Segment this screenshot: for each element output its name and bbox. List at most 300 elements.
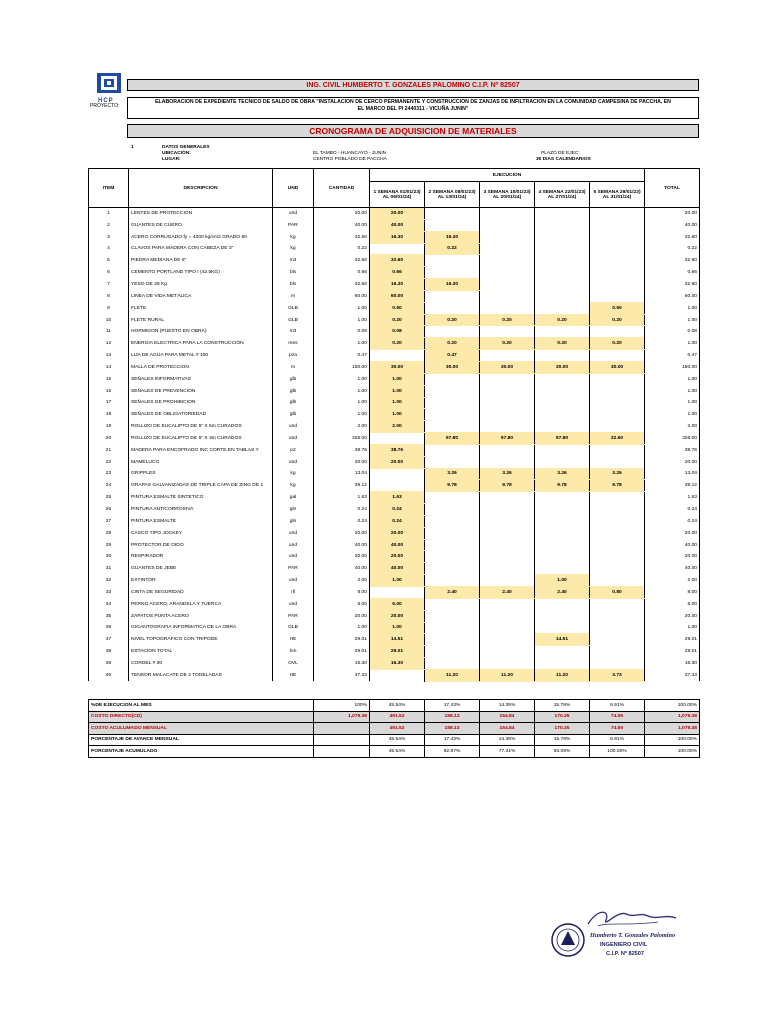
row-und: und: [273, 456, 314, 468]
row-und: GLB: [273, 622, 314, 634]
row-week-4: [535, 456, 590, 468]
row-week-2: 16.30: [425, 231, 480, 243]
ejecucion-value: 14.35%: [480, 700, 535, 712]
row-week-2: [425, 646, 480, 658]
row-week-2: [425, 527, 480, 539]
row-week-1: 20.00: [370, 551, 425, 563]
row-cantidad: 1.00: [314, 385, 370, 397]
ejecucion-label: %DE EJECUCION AL MES: [89, 700, 314, 712]
row-und: rll: [273, 587, 314, 599]
row-week-1: 30.00: [370, 361, 425, 373]
row-week-5: [590, 290, 645, 302]
ejecucion-cantidad: 100%: [314, 700, 370, 712]
row-descripcion: SEÑALES DE OBLIGATORIEDAD: [129, 409, 273, 421]
row-cantidad: 40.00: [314, 563, 370, 575]
row-week-4: [535, 610, 590, 622]
table-row: [89, 658, 700, 670]
lugar-value: CENTRO POBLADO DE PACCHA: [313, 157, 387, 162]
row-item: 22: [89, 456, 129, 468]
row-week-1: 20.00: [370, 610, 425, 622]
row-week-4: 0.20: [535, 338, 590, 350]
row-week-5: [590, 444, 645, 456]
row-cantidad: 1.00: [314, 314, 370, 326]
col-cantidad: CANTIDAD: [314, 169, 370, 208]
row-week-2: [425, 575, 480, 587]
avance-value: 14.35%: [480, 734, 535, 746]
row-descripcion: GRIPPLES: [129, 468, 273, 480]
row-descripcion: MAMELUCO: [129, 456, 273, 468]
row-total: 1.00: [645, 302, 700, 314]
row-week-1: 0.20: [370, 314, 425, 326]
col-ejecucion: EJECUCION: [370, 169, 645, 182]
row-descripcion: HORMIGON (PUESTO EN OBRA): [129, 326, 273, 338]
row-week-1: 38.76: [370, 444, 425, 456]
row-week-2: [425, 373, 480, 385]
row-week-5: [590, 385, 645, 397]
row-week-4: [535, 409, 590, 421]
row-week-5: [590, 551, 645, 563]
row-cantidad: 32.60: [314, 231, 370, 243]
row-week-1: [370, 468, 425, 480]
row-und: kg: [273, 231, 314, 243]
row-week-2: [425, 397, 480, 409]
table-row: [89, 361, 700, 373]
row-week-3: 11.20: [480, 669, 535, 681]
row-total: 32.60: [645, 255, 700, 267]
row-week-5: 32.60: [590, 433, 645, 445]
row-descripcion: LENTES DE PROTECCION: [129, 208, 273, 220]
row-total: 8.00: [645, 587, 700, 599]
row-item: 21: [89, 444, 129, 456]
row-week-3: [480, 373, 535, 385]
costo-acumulado-value: 74.55: [590, 723, 645, 735]
row-week-1: 1.00: [370, 397, 425, 409]
row-item: 18: [89, 409, 129, 421]
row-cantidad: 60.00: [314, 290, 370, 302]
table-row: [89, 480, 700, 492]
table-row: [89, 551, 700, 563]
row-item: 5: [89, 255, 129, 267]
row-week-1: [370, 243, 425, 255]
row-week-5: 30.00: [590, 361, 645, 373]
row-week-2: [425, 563, 480, 575]
row-week-5: [590, 243, 645, 255]
row-item: 27: [89, 515, 129, 527]
row-und: kg: [273, 480, 314, 492]
table-row: [89, 290, 700, 302]
row-week-5: [590, 397, 645, 409]
row-descripcion: PINTURA ANTICORROSIVA: [129, 504, 273, 516]
ejecucion-value: 6.91%: [590, 700, 645, 712]
row-week-3: [480, 563, 535, 575]
avance-label: PORCENTAJE DE AVANCE MENSUAL: [89, 734, 314, 746]
row-cantidad: 150.00: [314, 361, 370, 373]
row-week-5: [590, 634, 645, 646]
row-und: und: [273, 551, 314, 563]
row-week-5: [590, 456, 645, 468]
summary-acumulado-cost-row: [89, 723, 700, 735]
row-descripcion: GUANTES DE CUERO: [129, 219, 273, 231]
row-week-3: [480, 350, 535, 362]
row-item: 32: [89, 575, 129, 587]
row-week-1: [370, 480, 425, 492]
row-week-3: 3.26: [480, 468, 535, 480]
row-und: p2: [273, 444, 314, 456]
avance-value: 17.43%: [425, 734, 480, 746]
stamp-name: Humberto T. Gonzales Palomino: [590, 932, 676, 939]
row-total: 20.00: [645, 208, 700, 220]
row-descripcion: SEÑALES INFORMATIVAS: [129, 373, 273, 385]
table-row: [89, 231, 700, 243]
row-week-3: [480, 302, 535, 314]
costo-acumulado-total: 1,079.38: [645, 723, 700, 735]
table-row: [89, 243, 700, 255]
table-row: [89, 598, 700, 610]
col-week-4: 4 SEMANA 22/01/23) AL 27/01/24): [535, 182, 590, 208]
row-week-4: 11.20: [535, 669, 590, 681]
row-week-5: 3.73: [590, 669, 645, 681]
table-row: [89, 433, 700, 445]
row-cantidad: 8.00: [314, 587, 370, 599]
row-week-3: [480, 279, 535, 291]
row-week-1: 14.51: [370, 634, 425, 646]
row-week-1: 20.00: [370, 456, 425, 468]
summary-avance-row: [89, 734, 700, 746]
col-item: ITEM: [89, 169, 129, 208]
row-week-4: 3.26: [535, 468, 590, 480]
row-item: 35: [89, 610, 129, 622]
row-und: PAR: [273, 219, 314, 231]
project-description: [127, 97, 699, 119]
row-week-4: [535, 563, 590, 575]
row-descripcion: EXTINTOR: [129, 575, 273, 587]
row-week-3: 9.78: [480, 480, 535, 492]
table-row: [89, 646, 700, 658]
ejecucion-value: 45.54%: [370, 700, 425, 712]
row-und: und: [273, 598, 314, 610]
row-cantidad: 0.66: [314, 267, 370, 279]
row-week-5: [590, 208, 645, 220]
row-week-1: 6.00: [370, 598, 425, 610]
row-und: PAR: [273, 610, 314, 622]
row-cantidad: 29.01: [314, 634, 370, 646]
row-total: 150.00: [645, 361, 700, 373]
row-total: 0.24: [645, 504, 700, 516]
row-week-5: [590, 255, 645, 267]
row-week-3: [480, 397, 535, 409]
row-week-3: [480, 243, 535, 255]
col-total: TOTAL: [645, 169, 700, 208]
row-week-3: [480, 267, 535, 279]
row-descripcion: ROLLIZO DE EUCALIPTO DE 5" X 5m CURADOS: [129, 421, 273, 433]
row-week-5: [590, 515, 645, 527]
row-week-3: [480, 551, 535, 563]
row-descripcion: ESTACION TOTAL: [129, 646, 273, 658]
row-week-1: 0.66: [370, 267, 425, 279]
lugar-label: LUGAR:: [162, 157, 181, 162]
row-und: m3: [273, 326, 314, 338]
row-week-4: [535, 385, 590, 397]
col-week-5: 5 SEMANA 29/01/23) AL 31/01/24): [590, 182, 645, 208]
row-week-5: 3.26: [590, 468, 645, 480]
ubicacion-value: EL TAMBO - HUANCAYO - JUNIN: [313, 151, 387, 156]
costo-acumulado-value: 188.13: [425, 723, 480, 735]
row-item: 15: [89, 373, 129, 385]
row-cantidad: 38.76: [314, 444, 370, 456]
row-week-2: 11.20: [425, 669, 480, 681]
row-und: bls: [273, 267, 314, 279]
porcentaje-acumulado-total: 100.00%: [645, 746, 700, 758]
row-descripcion: PIEDRA MEDIANA DE 6": [129, 255, 273, 267]
row-cantidad: 40.00: [314, 539, 370, 551]
porcentaje-acumulado-label: PORCENTAJE ACUMULADO: [89, 746, 314, 758]
row-descripcion: PERNO ACERO, ARANDELA Y TUERCA: [129, 598, 273, 610]
table-row: [89, 397, 700, 409]
row-descripcion: NIVEL TOPOGRAFICO CON TRIPODE: [129, 634, 273, 646]
row-und: gln: [273, 515, 314, 527]
row-item: 20: [89, 433, 129, 445]
row-item: 34: [89, 598, 129, 610]
row-week-2: 0.20: [425, 338, 480, 350]
row-item: 38: [89, 646, 129, 658]
row-week-4: [535, 527, 590, 539]
row-week-1: 20.00: [370, 527, 425, 539]
row-week-1: 1.63: [370, 492, 425, 504]
row-week-2: [425, 302, 480, 314]
row-week-5: [590, 658, 645, 670]
table-row: [89, 208, 700, 220]
row-cantidad: 20.00: [314, 551, 370, 563]
row-total: 29.01: [645, 634, 700, 646]
row-week-4: 14.51: [535, 634, 590, 646]
row-total: 1.00: [645, 385, 700, 397]
table-row: [89, 504, 700, 516]
row-descripcion: ROLLIZO DE EUCALIPTO DE 5" X 3m CURADOS: [129, 433, 273, 445]
row-cantidad: 0.22: [314, 243, 370, 255]
costo-acumulado-label: COSTO ACULUMADO MENSUAL: [89, 723, 314, 735]
costo-acumulado-value: 491.52: [370, 723, 425, 735]
costo-label: COSTO DIRECTO(CD): [89, 711, 314, 723]
row-cantidad: 0.24: [314, 515, 370, 527]
row-week-2: [425, 658, 480, 670]
row-item: 13: [89, 350, 129, 362]
ejecucion-value: 15.78%: [535, 700, 590, 712]
ubicacion-label: UBICACIÓN:: [162, 151, 191, 156]
row-descripcion: LIJA DE AGUA PARA METAL # 100: [129, 350, 273, 362]
row-week-3: [480, 208, 535, 220]
row-week-5: [590, 409, 645, 421]
table-row: [89, 302, 700, 314]
row-descripcion: CLAVOS PARA MADERA CON CABEZA DE 3": [129, 243, 273, 255]
row-week-3: [480, 409, 535, 421]
costo-value: 188.13: [425, 711, 480, 723]
row-descripcion: TENSOR MALACATE DE 2 TONELADAS: [129, 669, 273, 681]
col-week-2: 2 SEMANA 08/01/23) AL 13/01/24): [425, 182, 480, 208]
row-total: 29.01: [645, 646, 700, 658]
table-row: [89, 468, 700, 480]
logo-caption: HCP: [98, 98, 114, 104]
summary-costo-row: [89, 711, 700, 723]
row-und: und: [273, 421, 314, 433]
row-week-4: 97.80: [535, 433, 590, 445]
row-descripcion: MADERA PARA ENCOFRADO INC CORTE EN TABLAS Y: [129, 444, 273, 456]
row-week-5: [590, 575, 645, 587]
table-row: [89, 610, 700, 622]
row-week-4: [535, 646, 590, 658]
row-week-4: [535, 208, 590, 220]
row-week-4: [535, 658, 590, 670]
table-row: [89, 634, 700, 646]
porcentaje-acumulado-value: 45.54%: [370, 746, 425, 758]
row-total: 2.00: [645, 421, 700, 433]
table-row: [89, 279, 700, 291]
row-week-4: [535, 231, 590, 243]
row-item: 39: [89, 658, 129, 670]
row-total: 32.60: [645, 231, 700, 243]
row-week-5: [590, 421, 645, 433]
row-week-2: [425, 504, 480, 516]
row-week-4: 1.00: [535, 575, 590, 587]
row-week-5: [590, 350, 645, 362]
row-item: 31: [89, 563, 129, 575]
proyecto-label: PROYECTO:: [90, 103, 120, 109]
row-cantidad: 1.63: [314, 492, 370, 504]
avance-value: 45.54%: [370, 734, 425, 746]
row-week-1: 0.24: [370, 504, 425, 516]
row-week-4: [535, 492, 590, 504]
costo-value: 491.52: [370, 711, 425, 723]
summary-porcentaje-acumulado-row: [89, 746, 700, 758]
row-week-2: [425, 444, 480, 456]
row-descripcion: FLETE: [129, 302, 273, 314]
costo-acumulado-value: 170.35: [535, 723, 590, 735]
summary-ejecucion-row: [89, 700, 700, 712]
row-item: 26: [89, 504, 129, 516]
row-week-2: 3.26: [425, 468, 480, 480]
row-total: 0.47: [645, 350, 700, 362]
row-item: 17: [89, 397, 129, 409]
row-und: HE: [273, 634, 314, 646]
avance-total: 100.00%: [645, 734, 700, 746]
row-week-1: [370, 587, 425, 599]
row-week-3: [480, 598, 535, 610]
costo-total: 1,079.38: [645, 711, 700, 723]
row-total: 1.00: [645, 397, 700, 409]
row-week-3: [480, 610, 535, 622]
row-und: glb: [273, 397, 314, 409]
table-row: [89, 350, 700, 362]
row-descripcion: SEÑALES DE PREVENCION: [129, 385, 273, 397]
row-week-4: [535, 279, 590, 291]
table-row: [89, 539, 700, 551]
row-week-2: [425, 326, 480, 338]
table-row: [89, 622, 700, 634]
table-row: [89, 669, 700, 681]
row-week-3: 0.20: [480, 338, 535, 350]
row-week-3: [480, 231, 535, 243]
row-week-3: [480, 539, 535, 551]
row-week-4: [535, 444, 590, 456]
row-cantidad: 20.00: [314, 208, 370, 220]
row-descripcion: MALLA DE PROTECCION: [129, 361, 273, 373]
row-week-4: [535, 551, 590, 563]
row-und: glb: [273, 409, 314, 421]
row-item: 12: [89, 338, 129, 350]
row-und: PAR: [273, 563, 314, 575]
row-cantidad: 13.04: [314, 468, 370, 480]
row-descripcion: FLETE RURAL: [129, 314, 273, 326]
row-item: 36: [89, 622, 129, 634]
row-und: und: [273, 527, 314, 539]
row-week-3: [480, 658, 535, 670]
table-row: [89, 456, 700, 468]
row-week-2: [425, 634, 480, 646]
row-week-1: 0.08: [370, 326, 425, 338]
row-week-2: [425, 208, 480, 220]
row-week-4: 2.40: [535, 587, 590, 599]
row-total: 1.63: [645, 492, 700, 504]
row-item: 8: [89, 290, 129, 302]
row-week-1: [370, 350, 425, 362]
row-week-3: [480, 255, 535, 267]
porcentaje-acumulado-value: 62.97%: [425, 746, 480, 758]
row-total: 38.76: [645, 444, 700, 456]
plazo-label: PLAZO DE EJEC:: [541, 151, 580, 156]
table-row: [89, 219, 700, 231]
row-und: gln: [273, 504, 314, 516]
row-item: 16: [89, 385, 129, 397]
row-week-5: 9.78: [590, 480, 645, 492]
stamp-title: INGENIERO CIVIL: [600, 942, 648, 948]
row-week-1: 40.00: [370, 539, 425, 551]
row-total: 13.04: [645, 468, 700, 480]
row-cantidad: 16.30: [314, 658, 370, 670]
table-row: [89, 563, 700, 575]
row-week-5: 0.20: [590, 314, 645, 326]
row-week-5: [590, 539, 645, 551]
row-week-1: [370, 433, 425, 445]
row-week-2: [425, 598, 480, 610]
row-week-1: 1.00: [370, 622, 425, 634]
row-cantidad: 326.00: [314, 433, 370, 445]
row-week-1: 20.00: [370, 208, 425, 220]
table-row: [89, 527, 700, 539]
row-week-2: [425, 290, 480, 302]
row-week-1: 16.30: [370, 231, 425, 243]
row-week-2: [425, 515, 480, 527]
section-title: DATOS GENERALES: [162, 145, 210, 150]
row-total: 32.60: [645, 279, 700, 291]
row-item: 9: [89, 302, 129, 314]
row-cantidad: 39.12: [314, 480, 370, 492]
row-week-5: [590, 527, 645, 539]
row-item: 4: [89, 243, 129, 255]
row-week-4: [535, 255, 590, 267]
row-week-5: [590, 279, 645, 291]
table-row: [89, 326, 700, 338]
col-week-1: 1 SEMANA 01/01/23) AL 06/01/24): [370, 182, 425, 208]
signature-stamp: [548, 904, 698, 966]
row-week-2: 30.00: [425, 361, 480, 373]
table-row: [89, 515, 700, 527]
row-und: glb: [273, 373, 314, 385]
row-cantidad: 1.00: [314, 338, 370, 350]
row-week-2: [425, 492, 480, 504]
row-item: 23: [89, 468, 129, 480]
row-descripcion: ACERO CORRUGADO fy = 4200 kg/cm2 GRADO 60: [129, 231, 273, 243]
row-week-3: 97.80: [480, 433, 535, 445]
row-week-3: [480, 634, 535, 646]
